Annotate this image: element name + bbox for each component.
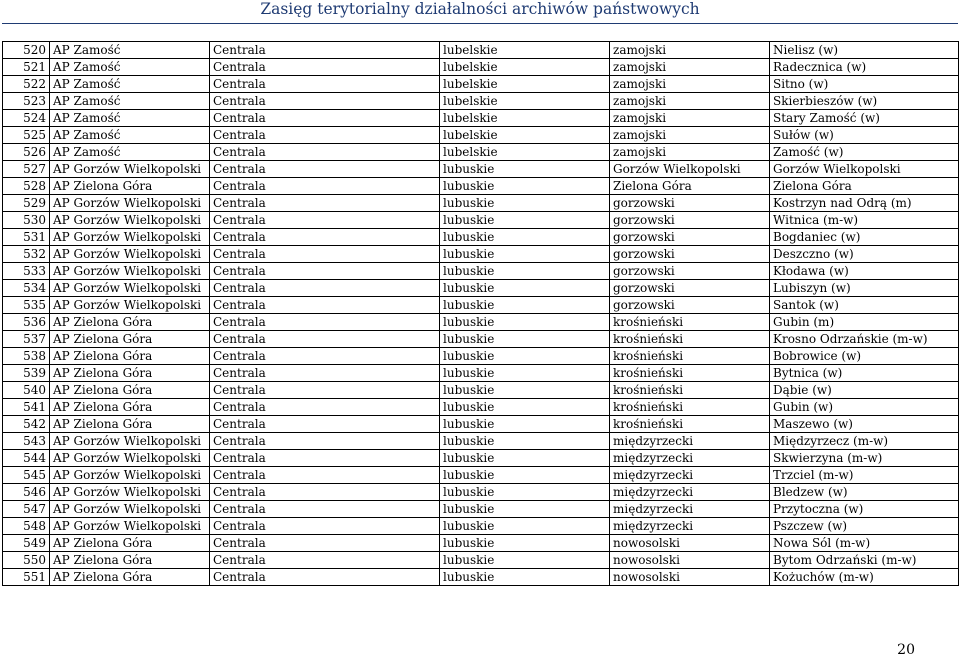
municipality-cell: Pszczew (w): [770, 518, 959, 535]
voivodeship-cell: lubuskie: [440, 263, 610, 280]
row-number-cell: 532: [3, 246, 50, 263]
county-cell: krośnieński: [610, 314, 770, 331]
archive-cell: AP Zielona Góra: [50, 382, 210, 399]
unit-cell: Centrala: [210, 535, 440, 552]
row-number-cell: 529: [3, 195, 50, 212]
row-number-cell: 547: [3, 501, 50, 518]
archive-cell: AP Gorzów Wielkopolski: [50, 229, 210, 246]
voivodeship-cell: lubuskie: [440, 552, 610, 569]
row-number-cell: 541: [3, 399, 50, 416]
county-cell: międzyrzecki: [610, 484, 770, 501]
county-cell: zamojski: [610, 110, 770, 127]
unit-cell: Centrala: [210, 178, 440, 195]
table-row: [3, 229, 959, 246]
row-number-cell: 527: [3, 161, 50, 178]
municipality-cell: Dąbie (w): [770, 382, 959, 399]
table-body: [3, 42, 959, 586]
unit-cell: Centrala: [210, 93, 440, 110]
municipality-cell: Sułów (w): [770, 127, 959, 144]
row-number-cell: 546: [3, 484, 50, 501]
municipality-cell: Skwierzyna (m-w): [770, 450, 959, 467]
county-cell: zamojski: [610, 93, 770, 110]
table-row: [3, 314, 959, 331]
municipality-cell: Stary Zamość (w): [770, 110, 959, 127]
table-row: [3, 178, 959, 195]
page-header: [0, 0, 960, 18]
county-cell: krośnieński: [610, 365, 770, 382]
archive-cell: AP Gorzów Wielkopolski: [50, 518, 210, 535]
county-cell: gorzowski: [610, 195, 770, 212]
archive-cell: AP Zielona Góra: [50, 569, 210, 586]
county-cell: zamojski: [610, 42, 770, 59]
archive-cell: AP Zamość: [50, 76, 210, 93]
archive-cell: AP Zamość: [50, 144, 210, 161]
county-cell: krośnieński: [610, 348, 770, 365]
table-row: [3, 433, 959, 450]
unit-cell: Centrala: [210, 229, 440, 246]
unit-cell: Centrala: [210, 212, 440, 229]
archive-cell: AP Zamość: [50, 110, 210, 127]
county-cell: zamojski: [610, 59, 770, 76]
voivodeship-cell: lubuskie: [440, 399, 610, 416]
unit-cell: Centrala: [210, 59, 440, 76]
archive-cell: AP Zamość: [50, 59, 210, 76]
voivodeship-cell: lubelskie: [440, 144, 610, 161]
archive-cell: AP Zamość: [50, 93, 210, 110]
county-cell: gorzowski: [610, 297, 770, 314]
county-cell: nowosolski: [610, 535, 770, 552]
municipality-cell: Bytnica (w): [770, 365, 959, 382]
voivodeship-cell: lubuskie: [440, 484, 610, 501]
municipality-cell: Skierbieszów (w): [770, 93, 959, 110]
row-number-cell: 539: [3, 365, 50, 382]
archive-cell: AP Zielona Góra: [50, 178, 210, 195]
row-number-cell: 533: [3, 263, 50, 280]
table-row: [3, 399, 959, 416]
table-row: [3, 535, 959, 552]
archive-cell: AP Gorzów Wielkopolski: [50, 501, 210, 518]
row-number-cell: 540: [3, 382, 50, 399]
table-row: [3, 484, 959, 501]
municipality-cell: Gubin (w): [770, 399, 959, 416]
county-cell: nowosolski: [610, 552, 770, 569]
municipality-cell: Zielona Góra: [770, 178, 959, 195]
municipality-cell: Kłodawa (w): [770, 263, 959, 280]
unit-cell: Centrala: [210, 552, 440, 569]
voivodeship-cell: lubuskie: [440, 297, 610, 314]
unit-cell: Centrala: [210, 144, 440, 161]
unit-cell: Centrala: [210, 297, 440, 314]
archive-cell: AP Gorzów Wielkopolski: [50, 195, 210, 212]
archive-cell: AP Zielona Góra: [50, 416, 210, 433]
row-number-cell: 522: [3, 76, 50, 93]
unit-cell: Centrala: [210, 314, 440, 331]
unit-cell: Centrala: [210, 365, 440, 382]
unit-cell: Centrala: [210, 433, 440, 450]
voivodeship-cell: lubelskie: [440, 93, 610, 110]
archive-cell: AP Gorzów Wielkopolski: [50, 161, 210, 178]
archive-cell: AP Zielona Góra: [50, 535, 210, 552]
municipality-cell: Przytoczna (w): [770, 501, 959, 518]
table-row: [3, 127, 959, 144]
municipality-cell: Witnica (m-w): [770, 212, 959, 229]
row-number-cell: 520: [3, 42, 50, 59]
table-row: [3, 501, 959, 518]
row-number-cell: 521: [3, 59, 50, 76]
municipality-cell: Kożuchów (m-w): [770, 569, 959, 586]
row-number-cell: 525: [3, 127, 50, 144]
county-cell: międzyrzecki: [610, 518, 770, 535]
county-cell: międzyrzecki: [610, 501, 770, 518]
municipality-cell: Gubin (m): [770, 314, 959, 331]
county-cell: Gorzów Wielkopolski: [610, 161, 770, 178]
table-row: [3, 110, 959, 127]
municipality-cell: Bogdaniec (w): [770, 229, 959, 246]
row-number-cell: 528: [3, 178, 50, 195]
municipality-cell: Bytom Odrzański (m-w): [770, 552, 959, 569]
row-number-cell: 548: [3, 518, 50, 535]
county-cell: zamojski: [610, 127, 770, 144]
county-cell: międzyrzecki: [610, 450, 770, 467]
municipality-cell: Zamość (w): [770, 144, 959, 161]
municipality-cell: Sitno (w): [770, 76, 959, 93]
voivodeship-cell: lubuskie: [440, 450, 610, 467]
header-divider: [2, 23, 958, 24]
table-row: [3, 280, 959, 297]
municipality-cell: Radecznica (w): [770, 59, 959, 76]
row-number-cell: 550: [3, 552, 50, 569]
table-row: [3, 569, 959, 586]
table-row: [3, 518, 959, 535]
unit-cell: Centrala: [210, 399, 440, 416]
table-row: [3, 42, 959, 59]
row-number-cell: 549: [3, 535, 50, 552]
row-number-cell: 530: [3, 212, 50, 229]
archive-cell: AP Zielona Góra: [50, 399, 210, 416]
row-number-cell: 535: [3, 297, 50, 314]
row-number-cell: 542: [3, 416, 50, 433]
unit-cell: Centrala: [210, 450, 440, 467]
municipality-cell: Lubiszyn (w): [770, 280, 959, 297]
unit-cell: Centrala: [210, 467, 440, 484]
voivodeship-cell: lubuskie: [440, 178, 610, 195]
voivodeship-cell: lubuskie: [440, 348, 610, 365]
county-cell: gorzowski: [610, 246, 770, 263]
table-row: [3, 552, 959, 569]
municipality-cell: Kostrzyn nad Odrą (m): [770, 195, 959, 212]
municipality-cell: Nowa Sól (m-w): [770, 535, 959, 552]
table-row: [3, 416, 959, 433]
municipality-cell: Międzyrzecz (m-w): [770, 433, 959, 450]
voivodeship-cell: lubuskie: [440, 433, 610, 450]
archive-cell: AP Zielona Góra: [50, 552, 210, 569]
voivodeship-cell: lubelskie: [440, 59, 610, 76]
row-number-cell: 523: [3, 93, 50, 110]
row-number-cell: 543: [3, 433, 50, 450]
unit-cell: Centrala: [210, 195, 440, 212]
county-cell: gorzowski: [610, 263, 770, 280]
page-number: 20: [897, 642, 915, 658]
archive-cell: AP Gorzów Wielkopolski: [50, 246, 210, 263]
row-number-cell: 524: [3, 110, 50, 127]
voivodeship-cell: lubuskie: [440, 535, 610, 552]
unit-cell: Centrala: [210, 110, 440, 127]
municipality-cell: Maszewo (w): [770, 416, 959, 433]
table-row: [3, 93, 959, 110]
unit-cell: Centrala: [210, 518, 440, 535]
page-title: Zasięg terytorialny działalności archiwów państwowych: [260, 0, 700, 18]
archive-cell: AP Zamość: [50, 42, 210, 59]
unit-cell: Centrala: [210, 569, 440, 586]
table-row: [3, 59, 959, 76]
voivodeship-cell: lubelskie: [440, 42, 610, 59]
municipality-cell: Krosno Odrzańskie (m-w): [770, 331, 959, 348]
county-cell: zamojski: [610, 76, 770, 93]
voivodeship-cell: lubuskie: [440, 365, 610, 382]
county-cell: Zielona Góra: [610, 178, 770, 195]
unit-cell: Centrala: [210, 331, 440, 348]
archive-cell: AP Zielona Góra: [50, 348, 210, 365]
table-row: [3, 467, 959, 484]
voivodeship-cell: lubelskie: [440, 110, 610, 127]
county-cell: gorzowski: [610, 280, 770, 297]
voivodeship-cell: lubuskie: [440, 229, 610, 246]
voivodeship-cell: lubuskie: [440, 195, 610, 212]
unit-cell: Centrala: [210, 501, 440, 518]
municipality-cell: Bobrowice (w): [770, 348, 959, 365]
county-cell: gorzowski: [610, 229, 770, 246]
table-row: [3, 212, 959, 229]
county-cell: gorzowski: [610, 212, 770, 229]
unit-cell: Centrala: [210, 161, 440, 178]
county-cell: nowosolski: [610, 569, 770, 586]
table-row: [3, 263, 959, 280]
voivodeship-cell: lubuskie: [440, 161, 610, 178]
voivodeship-cell: lubuskie: [440, 416, 610, 433]
voivodeship-cell: lubuskie: [440, 212, 610, 229]
table-row: [3, 348, 959, 365]
municipality-cell: Trzciel (m-w): [770, 467, 959, 484]
row-number-cell: 531: [3, 229, 50, 246]
municipality-cell: Bledzew (w): [770, 484, 959, 501]
unit-cell: Centrala: [210, 382, 440, 399]
archive-cell: AP Zielona Góra: [50, 331, 210, 348]
archive-cell: AP Zielona Góra: [50, 365, 210, 382]
row-number-cell: 544: [3, 450, 50, 467]
unit-cell: Centrala: [210, 416, 440, 433]
voivodeship-cell: lubelskie: [440, 76, 610, 93]
voivodeship-cell: lubuskie: [440, 501, 610, 518]
archive-cell: AP Gorzów Wielkopolski: [50, 297, 210, 314]
archive-cell: AP Gorzów Wielkopolski: [50, 484, 210, 501]
row-number-cell: 536: [3, 314, 50, 331]
table-row: [3, 144, 959, 161]
archive-cell: AP Gorzów Wielkopolski: [50, 433, 210, 450]
table-row: [3, 297, 959, 314]
archive-cell: AP Gorzów Wielkopolski: [50, 280, 210, 297]
table-row: [3, 331, 959, 348]
voivodeship-cell: lubuskie: [440, 314, 610, 331]
county-cell: krośnieński: [610, 331, 770, 348]
archive-cell: AP Gorzów Wielkopolski: [50, 212, 210, 229]
municipality-cell: Santok (w): [770, 297, 959, 314]
county-cell: krośnieński: [610, 416, 770, 433]
voivodeship-cell: lubuskie: [440, 569, 610, 586]
county-cell: międzyrzecki: [610, 433, 770, 450]
archive-cell: AP Gorzów Wielkopolski: [50, 263, 210, 280]
unit-cell: Centrala: [210, 246, 440, 263]
voivodeship-cell: lubuskie: [440, 331, 610, 348]
table-row: [3, 76, 959, 93]
archive-range-table: [2, 41, 959, 586]
voivodeship-cell: lubuskie: [440, 382, 610, 399]
municipality-cell: Deszczno (w): [770, 246, 959, 263]
row-number-cell: 526: [3, 144, 50, 161]
unit-cell: Centrala: [210, 280, 440, 297]
archive-cell: AP Gorzów Wielkopolski: [50, 450, 210, 467]
table-row: [3, 365, 959, 382]
table-row: [3, 195, 959, 212]
table-row: [3, 246, 959, 263]
unit-cell: Centrala: [210, 42, 440, 59]
municipality-cell: Gorzów Wielkopolski: [770, 161, 959, 178]
voivodeship-cell: lubuskie: [440, 280, 610, 297]
row-number-cell: 537: [3, 331, 50, 348]
voivodeship-cell: lubuskie: [440, 246, 610, 263]
unit-cell: Centrala: [210, 348, 440, 365]
voivodeship-cell: lubuskie: [440, 518, 610, 535]
county-cell: krośnieński: [610, 382, 770, 399]
unit-cell: Centrala: [210, 484, 440, 501]
row-number-cell: 551: [3, 569, 50, 586]
table-row: [3, 161, 959, 178]
voivodeship-cell: lubelskie: [440, 127, 610, 144]
table-row: [3, 450, 959, 467]
table-row: [3, 382, 959, 399]
unit-cell: Centrala: [210, 263, 440, 280]
county-cell: zamojski: [610, 144, 770, 161]
unit-cell: Centrala: [210, 76, 440, 93]
archive-cell: AP Zielona Góra: [50, 314, 210, 331]
row-number-cell: 545: [3, 467, 50, 484]
row-number-cell: 534: [3, 280, 50, 297]
unit-cell: Centrala: [210, 127, 440, 144]
county-cell: krośnieński: [610, 399, 770, 416]
municipality-cell: Nielisz (w): [770, 42, 959, 59]
archive-cell: AP Gorzów Wielkopolski: [50, 467, 210, 484]
voivodeship-cell: lubuskie: [440, 467, 610, 484]
archive-cell: AP Zamość: [50, 127, 210, 144]
county-cell: międzyrzecki: [610, 467, 770, 484]
row-number-cell: 538: [3, 348, 50, 365]
